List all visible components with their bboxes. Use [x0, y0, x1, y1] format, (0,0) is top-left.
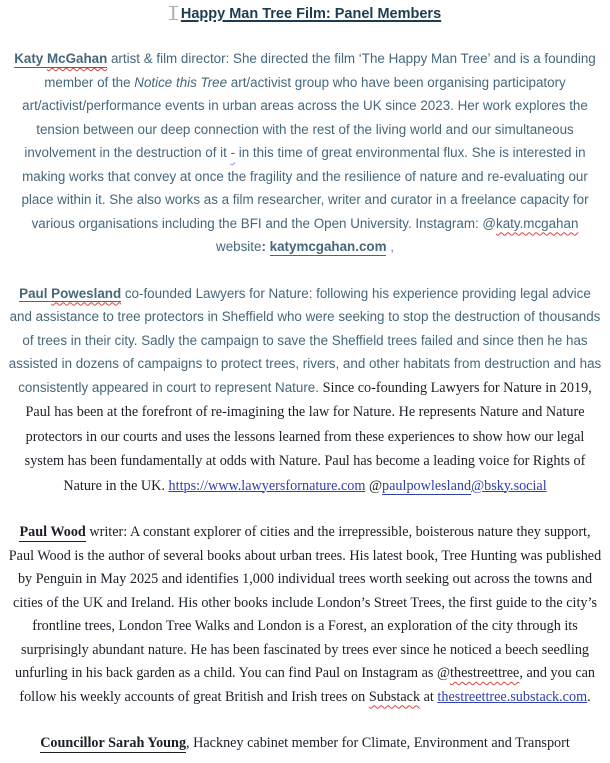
- person-name-paul-wood: Paul Wood: [19, 524, 86, 540]
- instagram-handle-thestreettree: thestreettree: [450, 665, 520, 681]
- name-first: Katy: [14, 51, 47, 66]
- person-name-katy-mcgahan: [14, 51, 107, 68]
- document-title: [8, 6, 602, 22]
- spellcheck-flag-substack: Substack: [368, 688, 421, 705]
- group-name-italic: Notice this Tree: [134, 74, 228, 90]
- text-segment: website: [216, 239, 262, 254]
- paragraph-sarah-young[interactable]: [8, 732, 602, 756]
- link-substack[interactable]: thestreettree.substack.com: [437, 688, 588, 705]
- grammar-flag-hyphen: -: [230, 145, 236, 160]
- website-link-katymcgahan[interactable]: katymcgahan.com: [269, 239, 387, 254]
- text-segment: :: [261, 239, 270, 254]
- text-segment: .: [587, 688, 591, 705]
- paragraph-katy-mcgahan[interactable]: [8, 47, 602, 259]
- person-name-paul-powesland: [19, 286, 121, 303]
- instagram-handle-katy: katy.mcgahan: [496, 215, 579, 231]
- spellcheck-flag-powesland: Powesland: [51, 285, 122, 301]
- text-segment: artist & film director: She directed the film ‘The Happy Man Tree’ and is a founding member of the: [44, 51, 596, 90]
- text-segment: writer: A constant explorer of cities and the irrepressible, boisterous nature they support, Paul Wood is the author of several books about urban trees. His latest book, Tree Hunting was published by Penguin in May 2025 and identifies 1,000 individual trees worth seeking out across the towns and cities of the UK and Ireland. His other books include London’s Street Trees, the first guide to the city’s frontline trees, London Tree Walks and London is a Forest, an exploration of the city through its surprisingly abundant nature. He has been fascinated by trees ever since he noticed a beech seedling unfurling in his back garden as a child. You can find Paul on Instagram as @: [8, 524, 602, 681]
- link-bsky-handle[interactable]: paulpowlesland: [382, 477, 472, 494]
- text-segment: in this time of great environmental flux. She is interested in making works that convey at once the fragility and the resilience of nature and re-evaluating our place within it. She also works as a film researcher, writer and curator in a freelance capacity for various organisations including the BFI and the Open University. Instagram: @: [21, 145, 589, 231]
- text-segment: at: [420, 688, 438, 705]
- title-text: Happy Man Tree Film: Panel Members: [180, 6, 442, 22]
- paragraph-paul-powesland[interactable]: [8, 282, 602, 499]
- spellcheck-flag-mcgahan: McGahan: [46, 51, 108, 66]
- paragraph-paul-wood[interactable]: [8, 521, 602, 709]
- text-segment-serif: @: [365, 477, 383, 494]
- text-segment: , Hackney cabinet member for Climate, Environment and Transport: [186, 735, 570, 751]
- grammar-flag-comma: ,: [390, 239, 394, 254]
- text-segment: co-founded Lawyers for Nature: following his experience providing legal advice and assistance to tree protectors in Sheffield who were seeking to stop the destruction of thousands of trees in their city. Sadly the campaign to save the Sheffield trees failed and since then he has assisted in dozens of campaigns to protect trees, rivers, and other habitats from destruction and has consistently appeared in court to represent Nature.: [8, 285, 602, 395]
- text-segment: art/activist group who have been organising participatory art/activist/performance events in urban areas across the UK since 2023. Her work explores the tension between our deep connection with the rest of the living world and our simultaneous involvement in the destruction of it: [22, 74, 588, 160]
- link-bsky-domain[interactable]: @bsky.social: [471, 477, 547, 494]
- name-first: Paul: [19, 285, 52, 301]
- text-cursor-ibeam: [169, 6, 178, 20]
- text-segment: , and you can follow his weekly accounts of great British and Irish trees on: [19, 665, 596, 705]
- link-lawyersfornature[interactable]: https://www.lawyersfornature.com: [168, 477, 366, 494]
- person-name-sarah-young: Councillor Sarah Young: [40, 735, 187, 751]
- text-segment-serif: Since co-founding Lawyers for Nature in 2019, Paul has been at the forefront of re-imagining the law for Nature. He represents Nature and Nature protectors in our courts and uses the lessons learned from these experiences to show how our legal system has been fundamentally at odds with Nature. Paul has become a leading voice for Rights of Nature in the UK.: [24, 379, 592, 494]
